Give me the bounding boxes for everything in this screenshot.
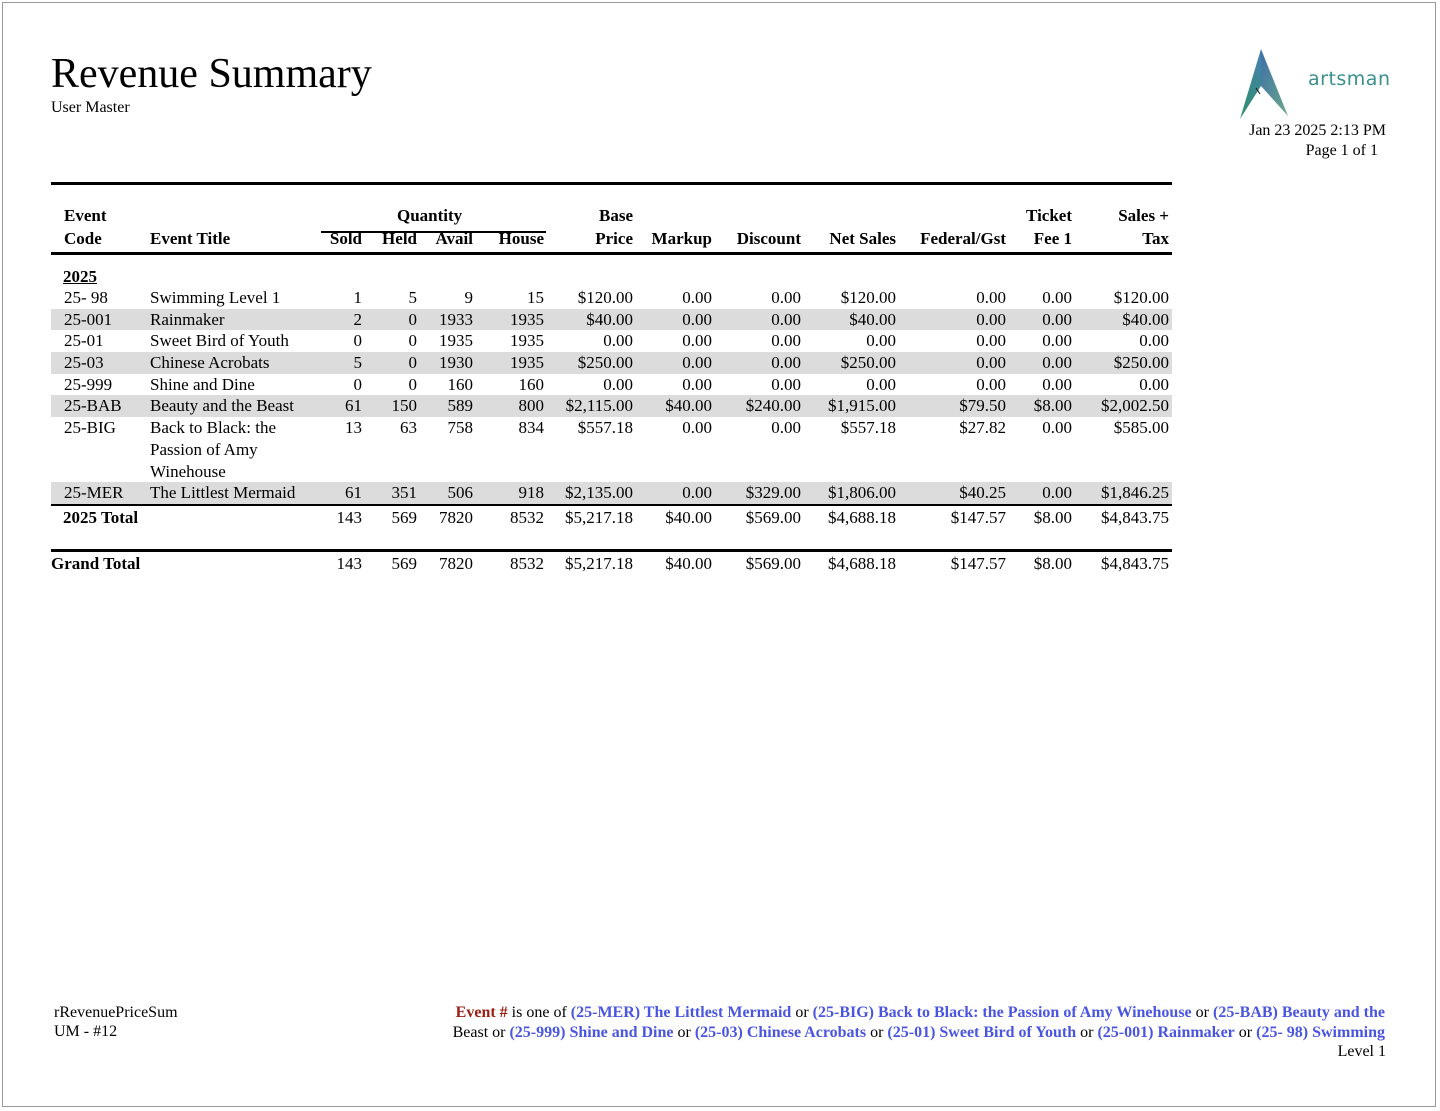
cell-title-line-3: Winehouse [150, 461, 226, 481]
cell-markup: 0.00 [682, 483, 712, 503]
filter-line-1 [395, 1003, 1385, 1023]
cell-discount: 0.00 [771, 418, 801, 438]
cell-house: 160 [518, 374, 544, 394]
header-ticket-2: Fee 1 [1033, 229, 1072, 248]
header-markup: Markup [651, 229, 712, 248]
cell-markup: 0.00 [682, 418, 712, 438]
cell-federal: $79.50 [959, 396, 1006, 416]
cell-base: $120.00 [577, 288, 633, 307]
cell-federal: 0.00 [976, 331, 1006, 351]
cell-discount: 0.00 [771, 353, 801, 373]
cell-house: 1935 [510, 331, 544, 351]
cell-markup: $40.00 [665, 396, 712, 416]
cell-net: $557.18 [840, 418, 896, 438]
cell-discount: 0.00 [771, 331, 801, 351]
cell-held: 351 [391, 483, 417, 503]
filter-or: or [1191, 1004, 1213, 1021]
cell-total: 0.00 [1139, 374, 1169, 394]
cell-house: 1935 [510, 309, 544, 329]
cell-net: 0.00 [866, 374, 896, 394]
table-row [51, 309, 1172, 331]
grand-total-discount: $569.00 [745, 553, 801, 573]
cell-fee: 0.00 [1042, 418, 1072, 438]
header-ticket-1: Ticket [1026, 206, 1072, 225]
report-datetime: Jan 23 2025 2:13 PM [1249, 122, 1386, 139]
top-rule [51, 182, 1172, 185]
cell-base: $557.18 [577, 418, 633, 438]
cell-title: Swimming Level 1 [150, 288, 281, 307]
grand-total-row [51, 549, 1172, 576]
filter-value: (25-03) Chinese Acrobats [694, 1024, 867, 1041]
cell-title: Rainmaker [150, 309, 225, 329]
group-total-total: $4,843.75 [1101, 507, 1169, 527]
group-total-discount: $569.00 [745, 507, 801, 527]
cell-fee: 0.00 [1042, 483, 1072, 503]
cell-title: Sweet Bird of Youth [150, 331, 289, 351]
cell-net: 0.00 [866, 331, 896, 351]
grand-total-net: $4,688.18 [828, 553, 896, 573]
group-total-row [51, 504, 1172, 529]
cell-base: 0.00 [603, 331, 633, 351]
cell-sold: 0 [353, 331, 362, 351]
cell-code: 25-BIG [64, 418, 116, 438]
cell-title-line-1: Back to Black: the [150, 418, 277, 438]
cell-federal: 0.00 [976, 288, 1006, 307]
filter-operator: is one of [507, 1004, 571, 1021]
cell-code: 25-001 [64, 309, 113, 329]
cell-net: $1,915.00 [828, 396, 896, 416]
report-title: Revenue Summary [51, 51, 372, 97]
cell-fee: 0.00 [1042, 309, 1072, 329]
cell-held: 0 [408, 353, 417, 373]
group-total-held: 569 [391, 507, 417, 527]
cell-held: 150 [391, 396, 417, 416]
cell-net: $120.00 [840, 288, 896, 307]
header-discount: Discount [736, 229, 801, 248]
header-house: House [498, 229, 544, 248]
table-row [51, 417, 1172, 482]
cell-federal: 0.00 [976, 374, 1006, 394]
grand-total-markup: $40.00 [665, 553, 712, 573]
cell-total: $250.00 [1113, 353, 1169, 373]
cell-avail: 9 [464, 288, 473, 307]
table-row [51, 287, 1172, 309]
filter-or: or [866, 1024, 888, 1041]
header-salestax-2: Tax [1142, 229, 1169, 248]
cell-held: 5 [408, 288, 417, 307]
filter-or: or [488, 1024, 510, 1041]
cell-federal: $40.25 [959, 483, 1006, 503]
cell-markup: 0.00 [682, 309, 712, 329]
cell-net: $1,806.00 [828, 483, 896, 503]
cell-title: Shine and Dine [150, 374, 255, 394]
footer-info [54, 1003, 178, 1041]
group-total-base: $5,217.18 [565, 507, 633, 527]
grand-total-total: $4,843.75 [1101, 553, 1169, 573]
header-rule [51, 252, 1172, 255]
group-total-net: $4,688.18 [828, 507, 896, 527]
filter-value: (25-001) Rainmaker [1097, 1024, 1235, 1041]
cell-sold: 61 [345, 483, 362, 503]
cell-discount: 0.00 [771, 309, 801, 329]
header-sold: Sold [329, 229, 362, 248]
report-id: rRevenuePriceSum [54, 1004, 178, 1021]
cell-base: $2,135.00 [565, 483, 633, 503]
cell-fee: 0.00 [1042, 353, 1072, 373]
cell-fee: $8.00 [1033, 396, 1072, 416]
header-held: Held [382, 229, 417, 248]
group-total-house: 8532 [510, 507, 544, 527]
cell-net: $250.00 [840, 353, 896, 373]
cell-avail: 506 [447, 483, 473, 503]
cell-sold: 2 [353, 309, 362, 329]
grand-total-house: 8532 [510, 553, 544, 573]
cell-house: 15 [527, 288, 544, 307]
cell-base: $2,115.00 [565, 396, 633, 416]
cell-held: 0 [408, 374, 417, 394]
cell-federal: 0.00 [976, 353, 1006, 373]
revenue-table [51, 182, 1172, 576]
cell-base: 0.00 [603, 374, 633, 394]
cell-markup: 0.00 [682, 288, 712, 307]
filter-field: Event # [455, 1004, 508, 1021]
grand-total-avail: 7820 [439, 553, 473, 573]
header-quantity: Quantity [397, 206, 463, 225]
table-row [51, 482, 1172, 504]
cell-held: 63 [400, 418, 417, 438]
cell-sold: 1 [353, 288, 362, 307]
cell-house: 834 [518, 418, 544, 438]
cell-base: $40.00 [586, 309, 633, 329]
cell-title: Beauty and the Beast [150, 396, 294, 416]
cell-title: The Littlest Mermaid [150, 483, 296, 503]
table-row [51, 374, 1172, 396]
header-event-title: Event Title [150, 229, 231, 248]
cell-avail: 1930 [439, 353, 473, 373]
cell-code: 25-BAB [64, 396, 122, 416]
table-row [51, 330, 1172, 352]
cell-net: $40.00 [849, 309, 896, 329]
cell-federal: $27.82 [959, 418, 1006, 438]
filter-or: or [1076, 1024, 1098, 1041]
cell-markup: 0.00 [682, 374, 712, 394]
cell-discount: 0.00 [771, 374, 801, 394]
cell-house: 800 [518, 396, 544, 416]
cell-avail: 758 [447, 418, 473, 438]
header-base-1: Base [599, 206, 633, 225]
cell-avail: 160 [447, 374, 473, 394]
group-label: 2025 [63, 267, 97, 286]
cell-fee: 0.00 [1042, 331, 1072, 351]
cell-avail: 1935 [439, 331, 473, 351]
cell-house: 918 [518, 483, 544, 503]
filter-or: or [791, 1004, 813, 1021]
cell-sold: 0 [353, 374, 362, 394]
cell-code: 25- 98 [64, 288, 108, 307]
cell-held: 0 [408, 309, 417, 329]
filter-value: (25-BIG) Back to Black: the Passion of Amy Winehouse [812, 1004, 1192, 1021]
filter-criteria [395, 1003, 1385, 1043]
cell-title-line-2: Passion of Amy [150, 439, 258, 459]
header-base-2: Price [595, 229, 633, 248]
cell-sold: 61 [345, 396, 362, 416]
report-subtitle: User Master [51, 99, 130, 116]
filter-value: (25-01) Sweet Bird of Youth [887, 1024, 1077, 1041]
cell-held: 0 [408, 331, 417, 351]
cell-discount: 0.00 [771, 288, 801, 307]
cell-federal: 0.00 [976, 309, 1006, 329]
cell-code: 25-MER [64, 483, 124, 503]
cell-markup: 0.00 [682, 353, 712, 373]
cell-sold: 13 [345, 418, 362, 438]
table-row [51, 395, 1172, 417]
cell-fee: 0.00 [1042, 288, 1072, 307]
cell-code: 25-03 [64, 353, 104, 373]
filter-value: (25-BAB) Beauty and the [1212, 1004, 1385, 1021]
cell-title: Chinese Acrobats [150, 353, 270, 373]
cell-total: $1,846.25 [1101, 483, 1169, 503]
header-federal: Federal/Gst [920, 229, 1006, 248]
filter-value-continued: Beast [452, 1024, 489, 1041]
cell-total: $40.00 [1122, 309, 1169, 329]
header-net-sales: Net Sales [829, 229, 896, 248]
grand-total-sold: 143 [336, 553, 362, 573]
page-number: Page 1 of 1 [1305, 142, 1378, 159]
grand-total-held: 569 [391, 553, 417, 573]
cell-sold: 5 [353, 353, 362, 373]
group-total-fee: $8.00 [1033, 507, 1072, 527]
filter-value: (25-999) Shine and Dine [509, 1024, 674, 1041]
filter-or: or [1234, 1024, 1257, 1041]
brand-name: artsman [1308, 68, 1391, 90]
cell-house: 1935 [510, 353, 544, 373]
cell-fee: 0.00 [1042, 374, 1072, 394]
cell-avail: 1933 [439, 309, 473, 329]
footer-level: Level 1 [1337, 1043, 1386, 1060]
group-total-avail: 7820 [439, 507, 473, 527]
grand-total-fee: $8.00 [1033, 553, 1072, 573]
cell-total: 0.00 [1139, 331, 1169, 351]
header-salestax-1: Sales + [1118, 206, 1169, 225]
filter-value: (25- 98) Swimming [1256, 1024, 1385, 1041]
table-row [51, 352, 1172, 374]
cell-total: $2,002.50 [1101, 396, 1169, 416]
cell-total: $585.00 [1113, 418, 1169, 438]
header-event-code-1: Event [64, 206, 107, 225]
grand-total-federal: $147.57 [950, 553, 1006, 573]
cell-avail: 589 [447, 396, 473, 416]
cell-markup: 0.00 [682, 331, 712, 351]
group-total-sold: 143 [336, 507, 362, 527]
group-total-federal: $147.57 [950, 507, 1006, 527]
header-event-code-2: Code [64, 229, 102, 248]
grand-total-label: Grand Total [51, 553, 141, 573]
user-id: UM - #12 [54, 1023, 118, 1040]
cell-base: $250.00 [577, 353, 633, 373]
filter-or: or [673, 1024, 695, 1041]
header-avail: Avail [435, 229, 473, 248]
filter-value: (25-MER) The Littlest Mermaid [570, 1004, 792, 1021]
cell-code: 25-01 [64, 331, 104, 351]
cell-discount: $329.00 [745, 483, 801, 503]
table-header [51, 191, 1172, 249]
group-total-label: 2025 Total [63, 507, 139, 527]
report-meta [1249, 121, 1386, 161]
cell-discount: $240.00 [745, 396, 801, 416]
group-total-markup: $40.00 [665, 507, 712, 527]
cell-total: $120.00 [1113, 288, 1169, 307]
filter-line-2 [395, 1023, 1385, 1043]
grand-total-base: $5,217.18 [565, 553, 633, 573]
cell-code: 25-999 [64, 374, 113, 394]
